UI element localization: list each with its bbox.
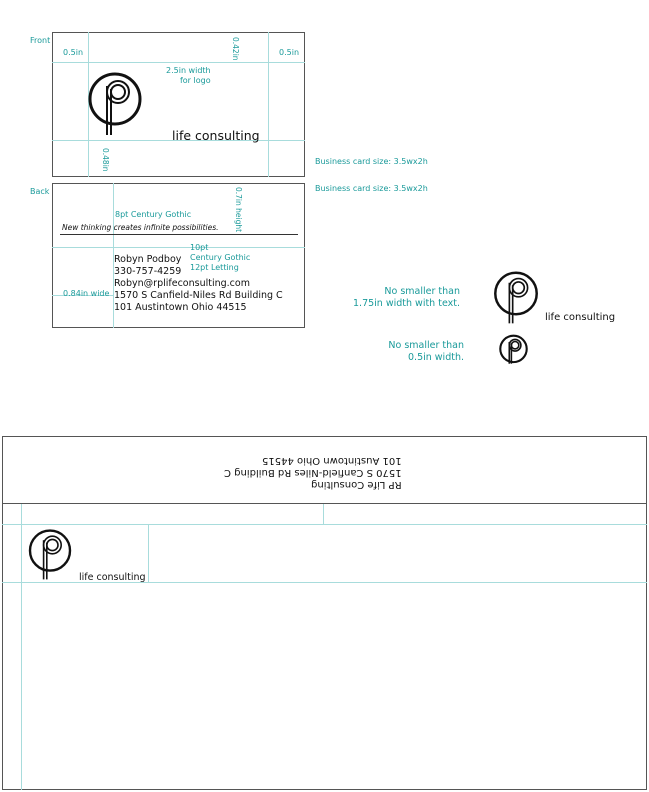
back-contact-font-line1: 10pt	[190, 243, 209, 252]
back-contact-font-line3: 12pt Letting	[190, 263, 239, 272]
contact-name: Robyn Podboy	[114, 254, 182, 265]
back-font-note: 8pt Century Gothic	[115, 210, 192, 219]
back-motto: New thinking creates infinite possibilities.	[62, 223, 219, 232]
front-logo-note	[166, 66, 211, 86]
front-label: Front	[30, 36, 51, 45]
front-logo-note-line2: for logo	[179, 76, 211, 85]
back-size-note: Business card size: 3.5wx2h	[315, 184, 428, 193]
large-logo-note	[353, 286, 460, 310]
envelope-guide-top	[2, 524, 647, 525]
envelope-flap-line3: 101 Austintown Ohio 44515	[262, 455, 402, 466]
small-logo-note	[388, 340, 464, 364]
envelope-guide-logo-right	[148, 524, 149, 582]
contact-address1: 1570 S Canfield-Niles Rd Building C	[114, 290, 283, 301]
contact-address2: 101 Austintown Ohio 44515	[114, 302, 247, 313]
contact-email: Robyn@rplifeconsulting.com	[114, 278, 250, 289]
envelope-flap-line1: RP Life Consulting	[311, 479, 402, 490]
front-margin-bottom: 0.48in	[101, 148, 110, 172]
contact-phone: 330-757-4259	[114, 266, 182, 277]
envelope-flap-address	[224, 454, 402, 490]
back-contact-block	[114, 254, 283, 314]
envelope-flap-fold	[2, 503, 647, 504]
large-logo-note-line1: No smaller than	[384, 286, 460, 297]
small-rp-logo-icon	[495, 332, 532, 369]
envelope-flap-line2: 1570 S Canfield-Niles Rd Building C	[224, 467, 402, 478]
small-logo-note-line1: No smaller than	[388, 340, 464, 351]
envelope-guide-center	[323, 504, 324, 524]
front-guide-right	[268, 32, 269, 177]
back-motto-rule	[60, 234, 298, 235]
large-logo-note-line2: 1.75in width with text.	[353, 298, 460, 309]
back-indent-note: 0.84in wide	[63, 289, 110, 298]
front-margin-top: 0.42in	[231, 37, 240, 61]
front-size-note: Business card size: 3.5wx2h	[315, 157, 428, 166]
front-rp-logo-icon	[89, 67, 141, 137]
back-height-note: 0.7in height	[234, 187, 243, 233]
large-logo-tagline: life consulting	[545, 312, 616, 323]
large-rp-logo-icon	[487, 267, 545, 325]
envelope-tagline: life consulting	[79, 572, 146, 583]
front-logo-note-line1: 2.5in width	[166, 66, 211, 75]
back-label: Back	[30, 187, 50, 196]
front-tagline: life consulting	[172, 128, 260, 143]
envelope-rp-logo-icon	[22, 525, 78, 581]
small-logo-note-line2: 0.5in width.	[408, 352, 464, 363]
back-contact-font-line2: Century Gothic	[190, 253, 251, 262]
back-guide-mid	[52, 247, 305, 248]
front-margin-left: 0.5in	[63, 48, 84, 57]
front-margin-right: 0.5in	[279, 48, 300, 57]
